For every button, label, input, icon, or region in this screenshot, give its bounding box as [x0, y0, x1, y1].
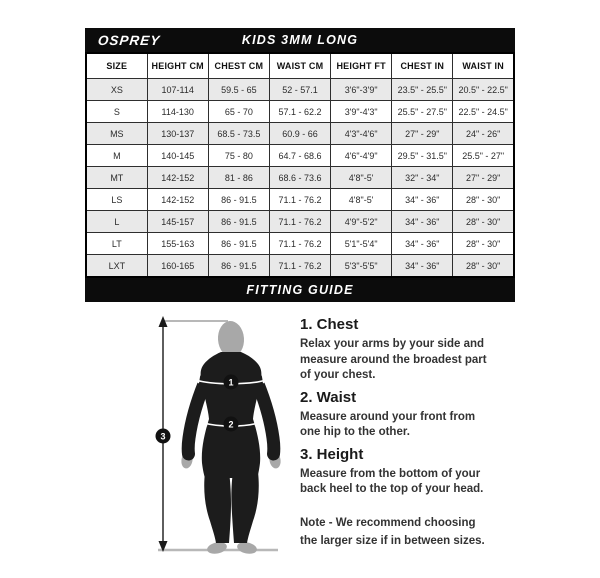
sizing-note-line: the larger size if in between sizes. — [300, 534, 485, 547]
chest-marker-label: 1 — [228, 377, 234, 388]
table-cell: 24" - 26" — [453, 123, 514, 145]
table-cell: 142-152 — [147, 189, 208, 211]
table-cell: 130-137 — [147, 123, 208, 145]
table-cell: 52 - 57.1 — [269, 79, 330, 101]
wetsuit-fitting-diagram — [130, 314, 290, 564]
table-cell: 23.5" - 25.5" — [392, 79, 453, 101]
table-cell: 68.5 - 73.5 — [208, 123, 269, 145]
table-cell: 145-157 — [147, 211, 208, 233]
table-cell: 3'9"-4'3" — [331, 101, 392, 123]
table-cell: 140-145 — [147, 145, 208, 167]
table-cell: 20.5" - 22.5" — [453, 79, 514, 101]
instruction-line: of your chest. — [300, 369, 376, 381]
table-cell: 142-152 — [147, 167, 208, 189]
table-row — [86, 189, 514, 211]
table-row — [86, 145, 514, 167]
table-cell: 81 - 86 — [208, 167, 269, 189]
chart-header-bar — [85, 28, 515, 52]
table-cell: 28" - 30" — [453, 211, 514, 233]
table-row — [86, 167, 514, 189]
table-cell: 114-130 — [147, 101, 208, 123]
table-cell: 60.9 - 66 — [269, 123, 330, 145]
col-header-chest-in: CHEST IN — [392, 53, 453, 79]
table-cell: 22.5" - 24.5" — [453, 101, 514, 123]
table-cell: MS — [86, 123, 147, 145]
table-header-row — [86, 53, 514, 79]
table-row — [86, 255, 514, 278]
table-cell: 64.7 - 68.6 — [269, 145, 330, 167]
table-cell: 4'8"-5' — [331, 167, 392, 189]
col-header-waist-cm: WAIST CM — [269, 53, 330, 79]
osprey-logo: OSPREY — [97, 32, 162, 48]
table-cell: 4'9"-5'2" — [331, 211, 392, 233]
table-cell: 3'6"-3'9" — [331, 79, 392, 101]
table-cell: 86 - 91.5 — [208, 233, 269, 255]
table-cell: 57.1 - 62.2 — [269, 101, 330, 123]
instruction-height — [300, 446, 515, 498]
table-cell: S — [86, 101, 147, 123]
size-table — [85, 52, 515, 278]
table-cell: 59.5 - 65 — [208, 79, 269, 101]
table-cell: 32" - 34" — [392, 167, 453, 189]
col-header-chest-cm: CHEST CM — [208, 53, 269, 79]
table-cell: 71.1 - 76.2 — [269, 211, 330, 233]
table-cell: 68.6 - 73.6 — [269, 167, 330, 189]
waist-marker-label: 2 — [228, 419, 234, 430]
table-cell: 28" - 30" — [453, 255, 514, 278]
table-cell: 4'3"-4'6" — [331, 123, 392, 145]
table-cell: 160-165 — [147, 255, 208, 278]
wetsuit-leg-right — [231, 472, 258, 543]
table-cell: LS — [86, 189, 147, 211]
fitting-instructions — [300, 310, 515, 569]
height-marker-label: 3 — [160, 431, 166, 442]
table-cell: 28" - 30" — [453, 233, 514, 255]
table-cell: M — [86, 145, 147, 167]
col-header-height-ft: HEIGHT FT — [331, 53, 392, 79]
instruction-waist — [300, 389, 515, 441]
table-cell: 86 - 91.5 — [208, 211, 269, 233]
table-cell: LT — [86, 233, 147, 255]
wetsuit-torso — [201, 352, 262, 478]
table-cell: 27" - 29" — [453, 167, 514, 189]
table-cell: 34" - 36" — [392, 255, 453, 278]
size-table-head — [86, 53, 514, 79]
table-cell: 86 - 91.5 — [208, 189, 269, 211]
table-cell: 4'6"-4'9" — [331, 145, 392, 167]
instruction-chest — [300, 316, 515, 384]
chart-title: KIDS 3MM LONG — [241, 33, 359, 47]
table-cell: 34" - 36" — [392, 189, 453, 211]
instruction-chest-heading: 1. Chest — [300, 316, 359, 333]
table-cell: 107-114 — [147, 79, 208, 101]
instruction-line: Measure from the bottom of your — [300, 467, 481, 480]
col-header-height-cm: HEIGHT CM — [147, 53, 208, 79]
table-cell: 34" - 36" — [392, 233, 453, 255]
table-cell: 34" - 36" — [392, 211, 453, 233]
table-cell: 71.1 - 76.2 — [269, 255, 330, 278]
table-cell: 4'8"-5' — [331, 189, 392, 211]
table-cell: 5'1"-5'4" — [331, 233, 392, 255]
table-cell: 27" - 29" — [392, 123, 453, 145]
table-cell: 75 - 80 — [208, 145, 269, 167]
table-cell: 155-163 — [147, 233, 208, 255]
instruction-waist-heading: 2. Waist — [300, 388, 357, 406]
mannequin-figure — [180, 320, 282, 555]
table-cell: 28" - 30" — [453, 189, 514, 211]
table-cell: 65 - 70 — [208, 101, 269, 123]
instruction-line: measure around the broadest part — [300, 353, 487, 366]
col-header-waist-in: WAIST IN — [453, 53, 514, 79]
sizing-note-line: Note - We recommend choosing — [300, 516, 476, 529]
size-table-body — [86, 79, 514, 278]
table-row — [86, 123, 514, 145]
table-cell: 86 - 91.5 — [208, 255, 269, 278]
table-cell: 71.1 - 76.2 — [269, 233, 330, 255]
sizing-note — [300, 514, 515, 550]
table-cell: XS — [86, 79, 147, 101]
table-cell: 29.5" - 31.5" — [392, 145, 453, 167]
table-row — [86, 211, 514, 233]
instruction-line: back heel to the top of your head. — [300, 483, 484, 495]
table-cell: LXT — [86, 255, 147, 278]
table-cell: 25.5" - 27" — [453, 145, 514, 167]
wetsuit-leg-left — [204, 472, 231, 543]
fitting-figure-column — [85, 310, 300, 569]
table-row — [86, 79, 514, 101]
fitting-guide-bar — [85, 278, 515, 302]
instruction-line: Relax your arms by your side and — [300, 338, 485, 350]
fitting-guide-section — [85, 302, 515, 569]
table-cell: 5'3"-5'5" — [331, 255, 392, 278]
table-cell: 25.5" - 27.5" — [392, 101, 453, 123]
table-row — [86, 233, 514, 255]
instruction-line: one hip to the other. — [300, 426, 410, 438]
table-cell: 71.1 - 76.2 — [269, 189, 330, 211]
table-row — [86, 101, 514, 123]
instruction-line: Measure around your front from — [300, 410, 476, 423]
instruction-height-heading: 3. Height — [300, 445, 364, 463]
col-header-size: SIZE — [86, 53, 147, 79]
table-cell: MT — [86, 167, 147, 189]
table-cell: L — [86, 211, 147, 233]
fitting-guide-title: FITTING GUIDE — [246, 283, 354, 297]
size-chart-sheet — [85, 28, 515, 569]
